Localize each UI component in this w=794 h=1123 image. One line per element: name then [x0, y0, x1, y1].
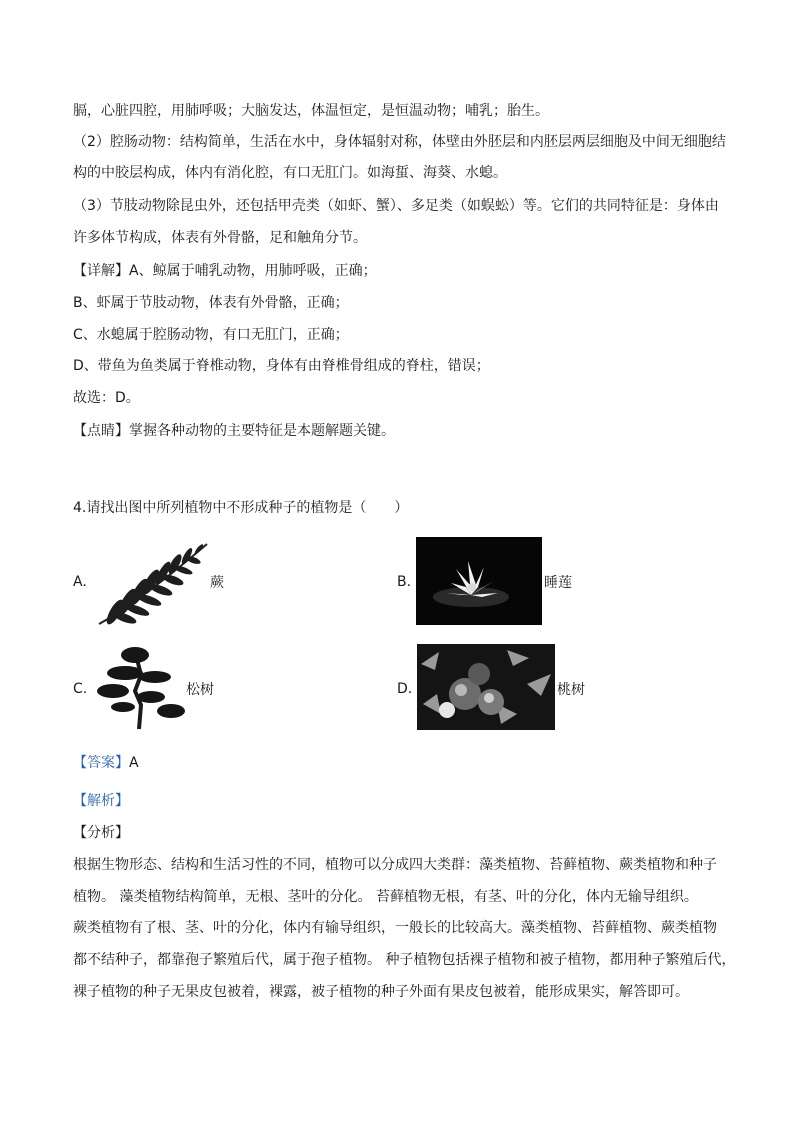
- text-line: 构的中胶层构成，体内有消化腔，有口无肛门。如海蜇、海葵、水螅。: [73, 165, 507, 181]
- pointer-tag: 【点睛】: [73, 423, 129, 439]
- text-line: 许多体节构成，体表有外骨骼，足和触角分节。: [73, 230, 367, 246]
- option-b-label: 睡莲: [544, 575, 572, 591]
- analysis-line: 裸子植物的种子无果皮包被着，裸露，被子植物的种子外面有果皮包被着，能形成果实，解答即可。: [73, 984, 689, 1000]
- option-c-label: 松树: [186, 682, 214, 698]
- text-line: （2）腔肠动物：结构简单，生活在水中，身体辐射对称，体壁由外胚层和内胚层两层细胞及中间无细胞结: [73, 134, 726, 150]
- answer-tag: 【答案】: [73, 755, 129, 771]
- detail-a-line: [73, 261, 377, 281]
- detail-choice: 故选：D。: [73, 390, 140, 406]
- water-lily-image: [416, 537, 542, 625]
- question-text: 4.请找出图中所列植物中不形成种子的植物是（ ）: [73, 500, 409, 516]
- option-b-letter: B.: [397, 574, 412, 590]
- detail-d: D、带鱼为鱼类属于脊椎动物，身体有由脊椎骨组成的脊柱，错误；: [73, 358, 490, 374]
- detail-b: B、虾属于节肢动物，体表有外骨骼，正确；: [73, 295, 349, 311]
- detail-tag: 【详解】: [73, 263, 129, 279]
- option-d-label: 桃树: [557, 682, 585, 698]
- answer-line: [73, 753, 139, 773]
- analysis-line: 植物。 藻类植物结构简单，无根、茎叶的分化。 苔藓植物无根，有茎、叶的分化，体内无输导组织。: [73, 889, 698, 905]
- pointer-line: [73, 421, 395, 441]
- text-line: （3）节肢动物除昆虫外，还包括甲壳类（如虾、蟹）、多足类（如蜈蚣）等。它们的共同特征是：身体由: [73, 198, 719, 214]
- analysis-subtag: 【分析】: [73, 825, 129, 841]
- fern-image: [95, 540, 210, 628]
- analysis-line: 根据生物形态、结构和生活习性的不同，植物可以分成四大类群：藻类植物、苔藓植物、蕨类植物和种子: [73, 857, 717, 873]
- option-d-letter: D.: [397, 681, 413, 697]
- option-c-letter: C.: [73, 681, 88, 697]
- option-a-label: 蕨: [210, 575, 224, 591]
- answer-value: A: [129, 755, 139, 771]
- peach-tree-image: [417, 644, 555, 730]
- pine-tree-image: [95, 645, 187, 731]
- option-a-letter: A.: [73, 574, 87, 590]
- analysis-line: 都不结种子，都靠孢子繁殖后代，属于孢子植物。 种子植物包括裸子植物和被子植物，都用种子繁殖后代，: [73, 952, 736, 968]
- detail-a: A、鲸属于哺乳动物，用肺呼吸，正确；: [129, 263, 377, 279]
- detail-c: C、水螅属于腔肠动物，有口无肛门，正确；: [73, 327, 349, 343]
- analysis-tag: 【解析】: [73, 793, 129, 809]
- text-line: 膈，心脏四腔，用肺呼吸；大脑发达，体温恒定，是恒温动物；哺乳；胎生。: [73, 103, 549, 119]
- analysis-line: 蕨类植物有了根、茎、叶的分化，体内有输导组织，一般长的比较高大。藻类植物、苔藓植物、蕨类植物: [73, 920, 717, 936]
- pointer-text: 掌握各种动物的主要特征是本题解题关键。: [129, 423, 395, 439]
